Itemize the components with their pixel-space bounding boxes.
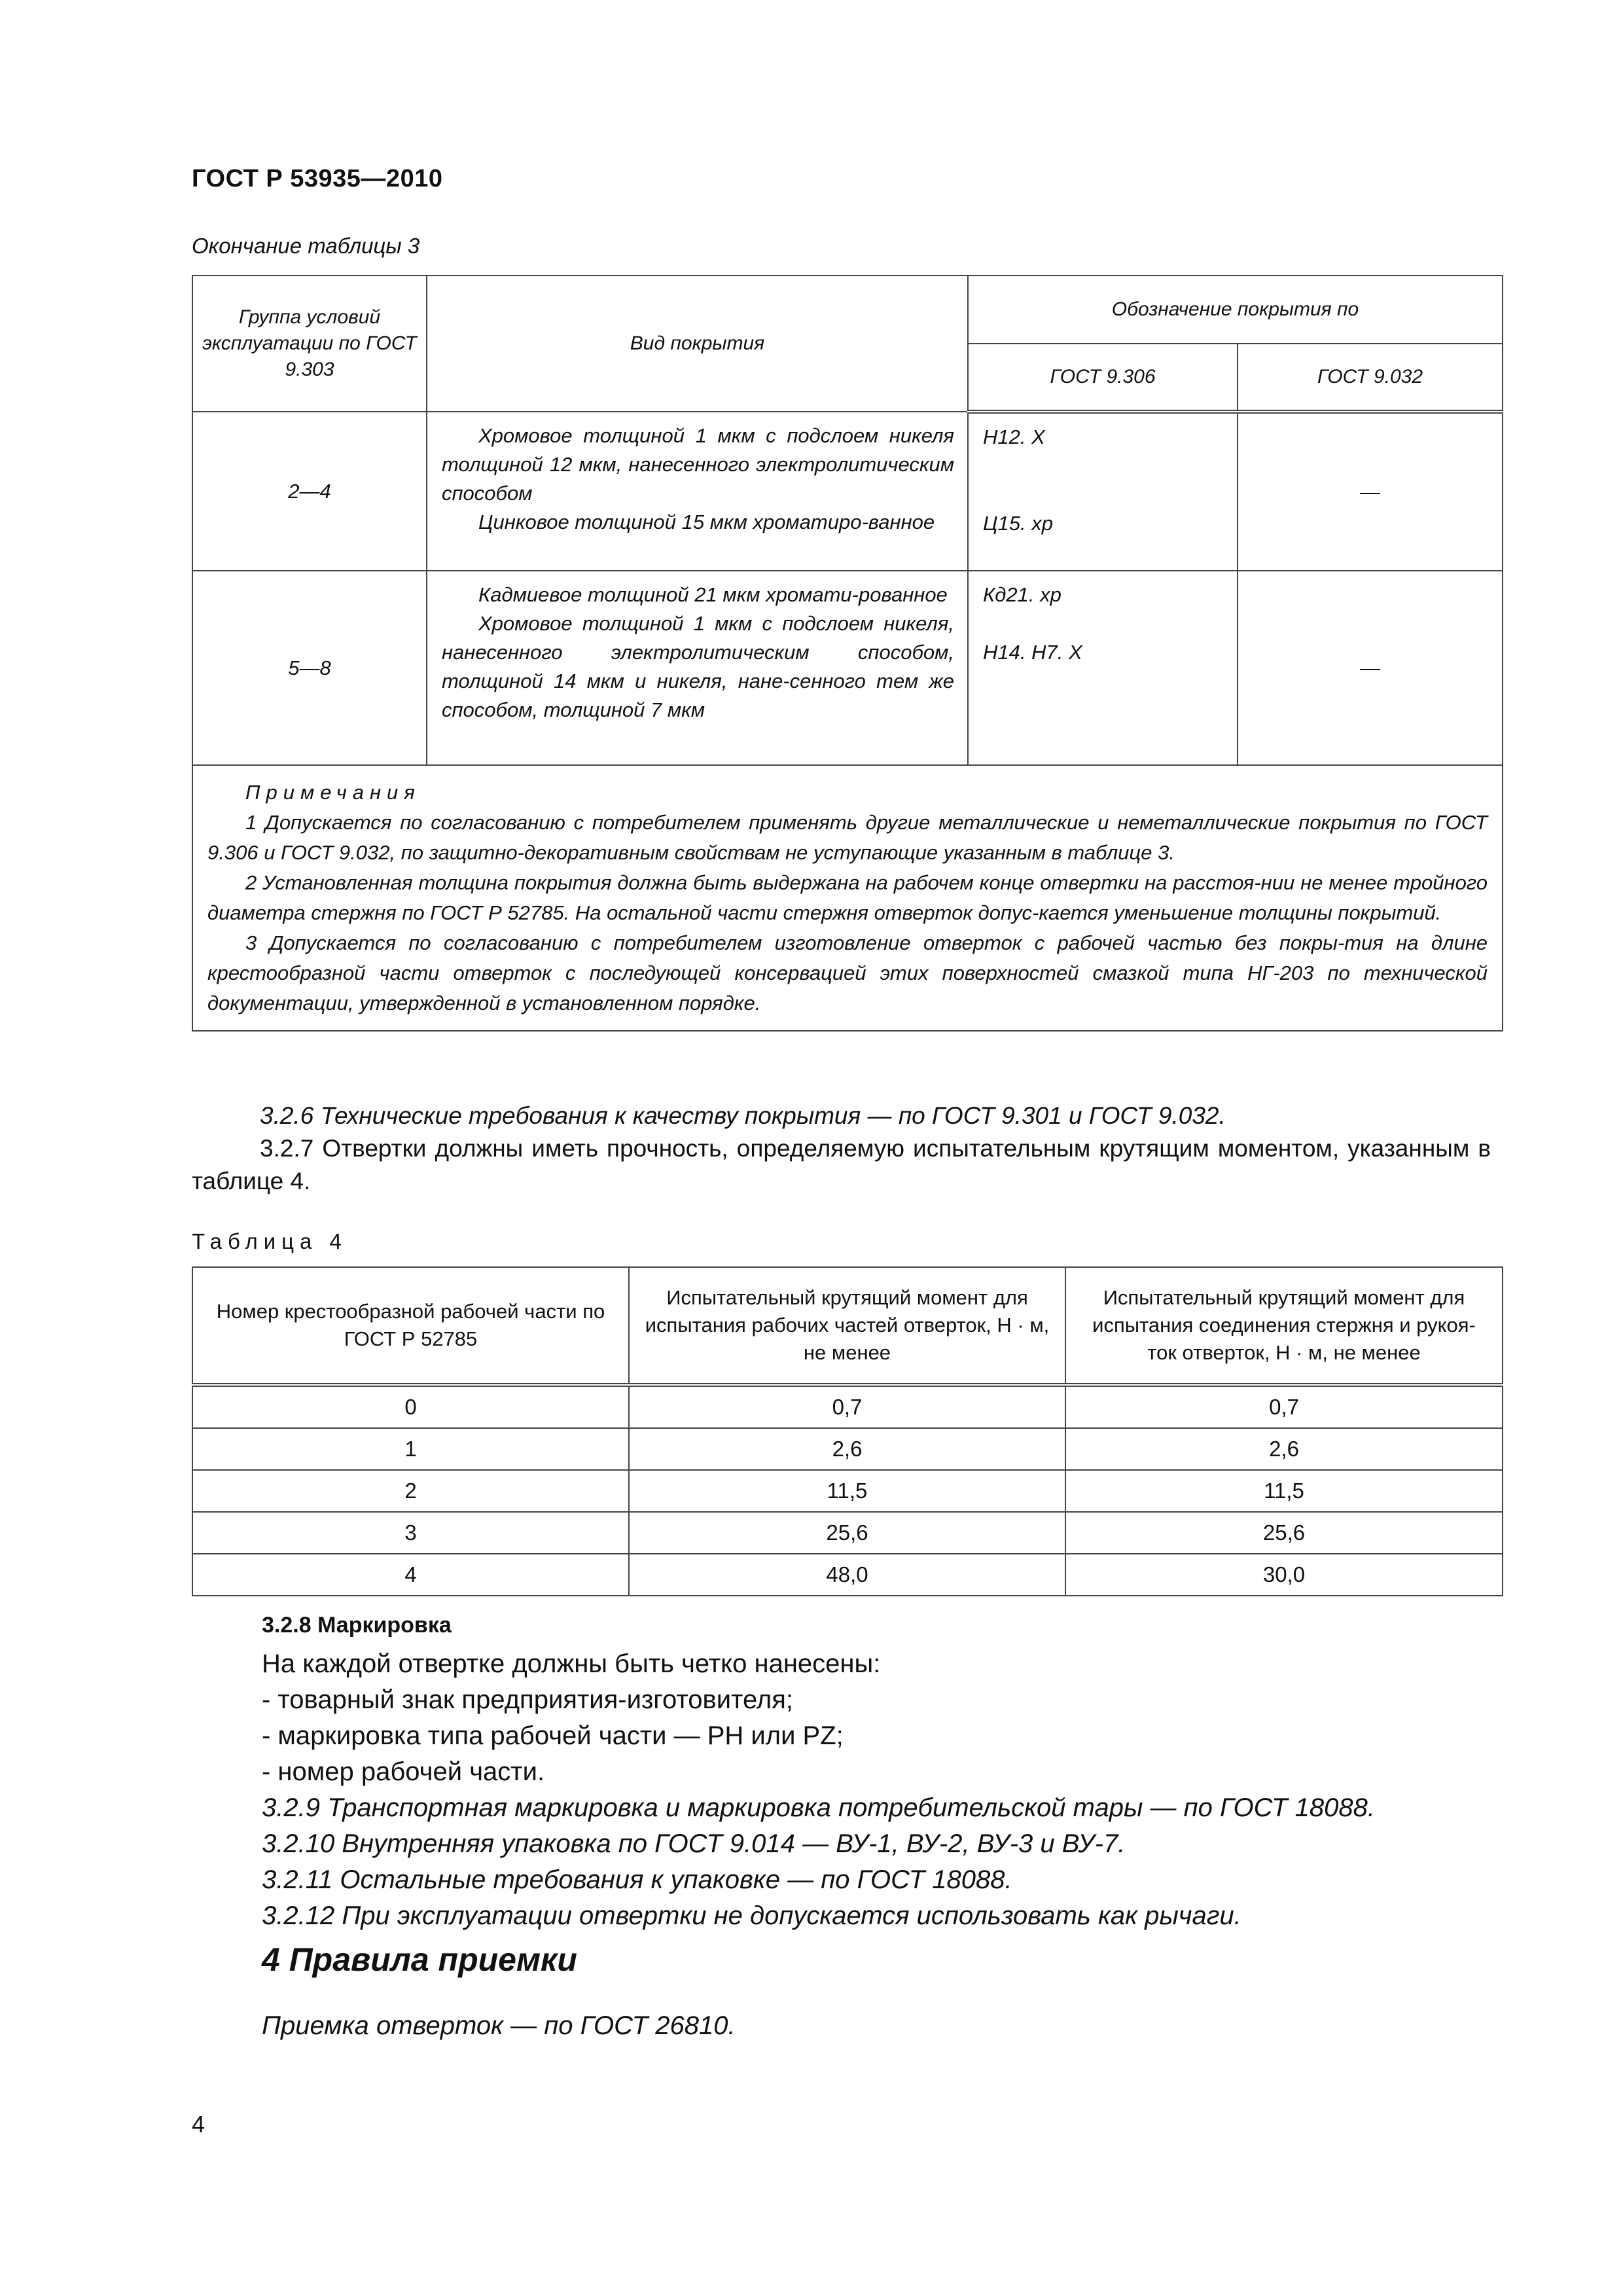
table4-cell: 4 (192, 1554, 629, 1596)
table3-gost9306-cell (968, 571, 1238, 765)
table4-header-torque-joint: Испытательный крутящий момент для испытания соединения стержня и рукоя-ток отверток, Н · м, не менее (1065, 1267, 1503, 1385)
table4-caption: Таблица 4 (192, 1229, 348, 1253)
table3-gost9032-cell: — (1238, 571, 1503, 765)
list-item: - товарный знак предприятия-изготовителя; (262, 1685, 793, 1714)
table-row (192, 571, 1503, 765)
table4-cell: 11,5 (629, 1470, 1065, 1512)
table4-cell: 0,7 (1065, 1385, 1503, 1428)
table3-caption: Окончание таблицы 3 (192, 234, 420, 258)
table-row (192, 1512, 1503, 1554)
table3-header-gost9032: ГОСТ 9.032 (1238, 344, 1503, 412)
note-item: 2 Установленная толщина покрытия должна быть выдержана на рабочем конце отвертки на расстоя-нии не менее тройного диаметра стержня по ГОСТ Р 52785. На остальной части стержня отверток допус-кается уменьшение толщины покрытий. (207, 871, 1488, 924)
designation-text: Кд21. хр (983, 583, 1061, 606)
coating-text: Хромовое толщиной 1 мкм с подслоем никеля толщиной 12 мкм, нанесенного электролитическим способом (442, 424, 954, 505)
section-4-text: Приемка отверток — по ГОСТ 26810. (262, 2011, 736, 2040)
table3-header-group: Группа условий эксплуатации по ГОСТ 9.303 (192, 276, 427, 412)
note-item: 3 Допускается по согласованию с потребителем изготовление отверток с рабочей частью без покры-тия на длине крестообразной части отверток с последующей консервацией этих поверхностей смазкой типа НГ-203 по технической документации, утвержденной в установленном порядке. (207, 931, 1488, 1014)
table4-cell: 25,6 (1065, 1512, 1503, 1554)
table3-group-cell: 2—4 (192, 412, 427, 571)
table4-cell: 2,6 (1065, 1428, 1503, 1470)
table4-cell: 48,0 (629, 1554, 1065, 1596)
table4-cell: 2 (192, 1470, 629, 1512)
designation-text: Ц15. хр (983, 512, 1053, 535)
table3-coating-cell (427, 571, 968, 765)
table4-cell: 0 (192, 1385, 629, 1428)
table4-cell: 11,5 (1065, 1470, 1503, 1512)
list-item: На каждой отвертке должны быть четко нанесены: (262, 1649, 881, 1678)
section-4-title: 4 Правила приемки (262, 1941, 577, 1978)
paragraph-3-2-7: 3.2.7 Отвертки должны иметь прочность, определяемую испытательным крутящим моментом, указанным в таблице 4. (192, 1135, 1491, 1194)
table3-header-coating: Вид покрытия (427, 276, 968, 412)
table3 (192, 275, 1503, 1031)
paragraph-3-2-6: 3.2.6 Технические требования к качеству покрытия — по ГОСТ 9.301 и ГОСТ 9.032. (260, 1102, 1226, 1129)
table3-header-designation: Обозначение покрытия по (968, 276, 1503, 344)
table3-header-gost9306: ГОСТ 9.306 (968, 344, 1238, 412)
table-row (192, 1385, 1503, 1428)
table3-gost9306-cell (968, 412, 1238, 571)
table3-group-cell: 5—8 (192, 571, 427, 765)
document-header: ГОСТ Р 53935—2010 (192, 165, 443, 192)
table4-cell: 1 (192, 1428, 629, 1470)
table-row (192, 412, 1503, 571)
table4-cell: 2,6 (629, 1428, 1065, 1470)
table4-cell: 0,7 (629, 1385, 1065, 1428)
table-row (192, 1554, 1503, 1596)
list-item: - номер рабочей части. (262, 1757, 545, 1786)
table3-notes (192, 765, 1503, 1031)
notes-title: Примечания (245, 781, 421, 804)
table3-coating-cell (427, 412, 968, 571)
list-item: - маркировка типа рабочей части — РН или PZ; (262, 1721, 844, 1750)
table4-header-torque-parts: Испытательный крутящий момент для испытания рабочих частей отверток, Н · м, не менее (629, 1267, 1065, 1385)
paragraph-3-2-10: 3.2.10 Внутренняя упаковка по ГОСТ 9.014 — ВУ-1, ВУ-2, ВУ-3 и ВУ-7. (262, 1829, 1126, 1858)
table3-gost9032-cell: — (1238, 412, 1503, 571)
coating-text: Цинковое толщиной 15 мкм хроматиро-ванное (478, 511, 935, 533)
designation-text: Н12. Х (983, 425, 1045, 448)
table4 (192, 1266, 1503, 1596)
designation-text: Н14. Н7. Х (983, 641, 1082, 664)
table-row (192, 1470, 1503, 1512)
marking-list (262, 1646, 1375, 1934)
table4-cell: 30,0 (1065, 1554, 1503, 1596)
section-3-2-8-title: 3.2.8 Маркировка (262, 1613, 452, 1638)
coating-text: Кадмиевое толщиной 21 мкм хромати-рованное (478, 583, 948, 606)
table4-cell: 25,6 (629, 1512, 1065, 1554)
note-item: 1 Допускается по согласованию с потребителем применять другие металлические и неметаллические покрытия по ГОСТ 9.306 и ГОСТ 9.032, по защитно-декоративным свойствам не уступающие указанным в таблице 3. (207, 811, 1488, 864)
table-row (192, 1428, 1503, 1470)
paragraph-3-2-9: 3.2.9 Транспортная маркировка и маркировка потребительской тары — по ГОСТ 18088. (262, 1793, 1376, 1822)
paragraph-3-2-12: 3.2.12 При эксплуатации отвертки не допускается использовать как рычаги. (262, 1901, 1241, 1930)
coating-text: Хромовое толщиной 1 мкм с подслоем никеля, нанесенного электролитическим способом, толщиной 14 мкм и никеля, нане-сенного тем же способом, толщиной 7 мкм (442, 612, 954, 721)
paragraph-3-2-11: 3.2.11 Остальные требования к упаковке — по ГОСТ 18088. (262, 1865, 1012, 1894)
page-number: 4 (192, 2111, 205, 2138)
table4-header-number: Номер крестообразной рабочей части по ГОСТ Р 52785 (192, 1267, 629, 1385)
table4-cell: 3 (192, 1512, 629, 1554)
